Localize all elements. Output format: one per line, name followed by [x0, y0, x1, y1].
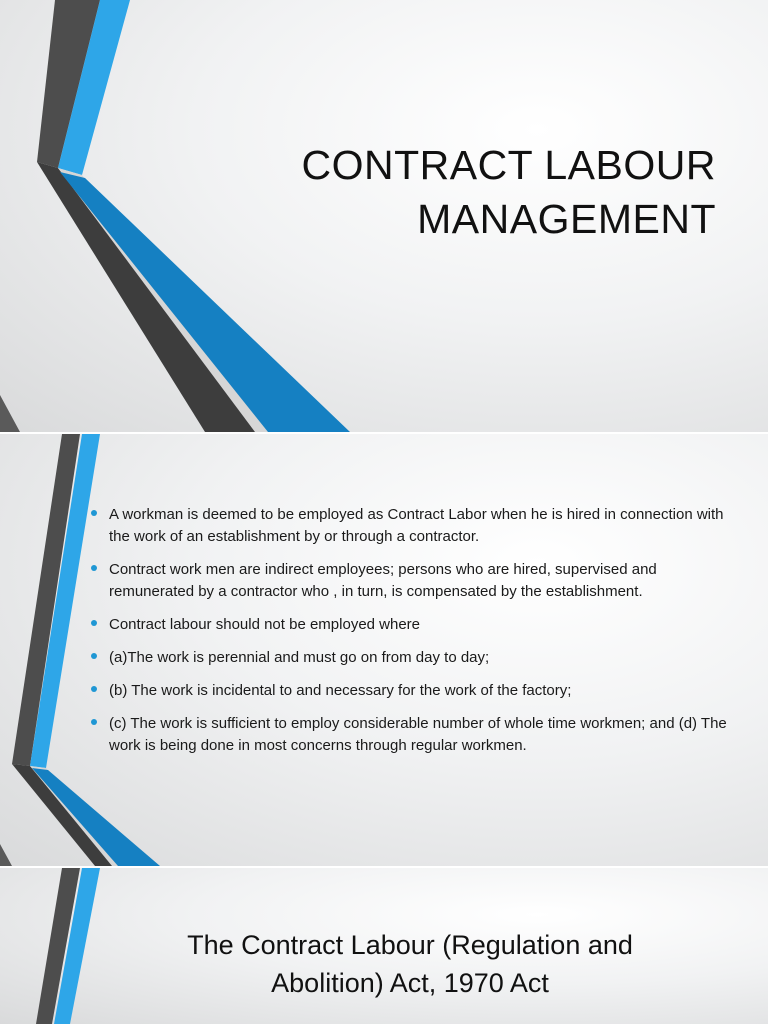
slide-title-line: Abolition) Act, 1970 Act	[271, 968, 549, 998]
slide-1	[0, 0, 768, 432]
bullet-list	[90, 504, 740, 768]
slide-title	[100, 926, 720, 1002]
slide-title-line: CONTRACT LABOUR	[301, 142, 716, 188]
slide-title	[196, 138, 716, 246]
slide-3	[0, 868, 768, 1024]
bullet-item: A workman is deemed to be employed as Contract Labor when he is hired in connection with the work of an establishment by or through a contractor.	[90, 504, 740, 548]
slide-title-line: The Contract Labour (Regulation and	[187, 930, 633, 960]
bullet-item: (c) The work is sufficient to employ considerable number of whole time workmen; and (d) The work is being done in most concerns through regular workmen.	[90, 713, 740, 757]
slide-2	[0, 434, 768, 866]
bullet-item: (b) The work is incidental to and necessary for the work of the factory;	[90, 680, 740, 702]
bullet-item: (a)The work is perennial and must go on from day to day;	[90, 647, 740, 669]
bullet-item: Contract labour should not be employed where	[90, 614, 740, 636]
slide-title-line: MANAGEMENT	[417, 196, 716, 242]
bullet-item: Contract work men are indirect employees; persons who are hired, supervised and remunerated by a contractor who , in turn, is compensated by the establishment.	[90, 559, 740, 603]
